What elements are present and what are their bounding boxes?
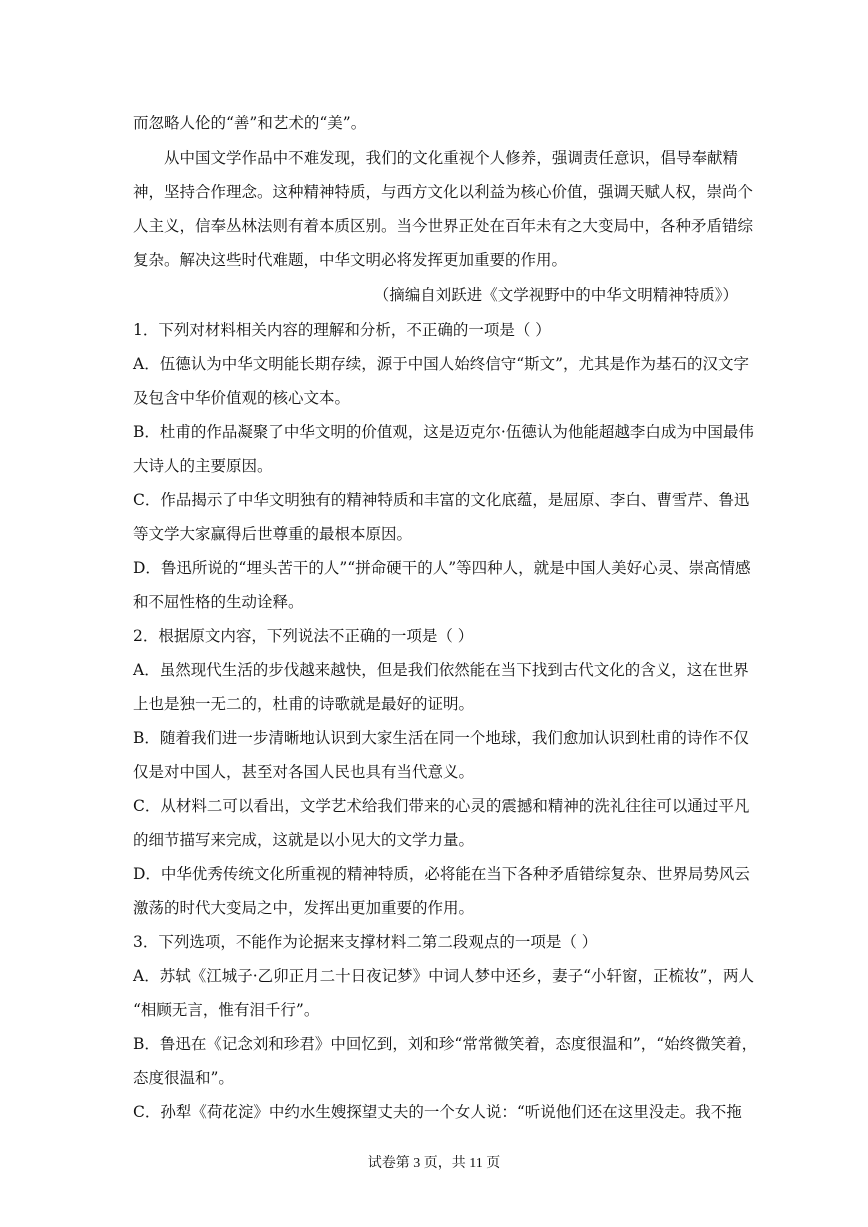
- passage-line: 复杂。解决这些时代难题，中华文明必将发挥更加重要的作用。: [133, 251, 568, 269]
- passage-line: 而忽略人伦的“善”和艺术的“美”。: [133, 114, 367, 132]
- option-line: 大诗人的主要原因。: [133, 457, 273, 475]
- option-line: “相顾无言，惟有泪千行”。: [133, 1001, 320, 1019]
- passage-line: 人主义，信奉丛林法则有着本质区别。当今世界正处在百年未有之大变局中，各种矛盾错综: [133, 217, 754, 235]
- option-line: D．中华优秀传统文化所重视的精神特质，必将能在当下各种矛盾错综复杂、世界局势风云: [133, 865, 750, 883]
- option-line: 等文学大家赢得后世尊重的最根本原因。: [133, 525, 413, 543]
- question-stem: 2．根据原文内容，下列说法不正确的一项是（ ）: [133, 627, 474, 645]
- option-line: B．鲁迅在《记念刘和珍君》中回忆到，刘和珍“常常微笑着，态度很温和”，“始终微笑着，: [133, 1035, 758, 1053]
- passage-line: 从中国文学作品中不难发现，我们的文化重视个人修养，强调责任意识，倡导奉献精: [164, 149, 738, 167]
- option-line: 的细节描写来完成，这就是以小见大的文学力量。: [133, 831, 475, 849]
- option-line: C．从材料二可以看出，文学艺术给我们带来的心灵的震撼和精神的洗礼往往可以通过平凡: [133, 797, 750, 815]
- page-footer: 试卷第 3 页，共 11 页: [367, 1156, 501, 1171]
- option-line: C．作品揭示了中华文明独有的精神特质和丰富的文化底蕴，是屈原、李白、曹雪芹、鲁迅: [133, 491, 750, 509]
- option-line: 及包含中华价值观的核心文本。: [133, 389, 351, 407]
- option-line: C．孙犁《荷花淀》中约水生嫂探望丈夫的一个女人说：“听说他们还在这里没走。我不拖: [133, 1103, 742, 1121]
- option-line: 态度很温和”。: [133, 1069, 234, 1087]
- option-line: A．苏轼《江城子·乙卯正月二十日夜记梦》中词人梦中还乡，妻子“小轩窗，正梳妆”，两人: [133, 967, 754, 985]
- option-line: 上也是独一无二的，杜甫的诗歌就是最好的证明。: [133, 695, 475, 713]
- question-stem: 1．下列对材料相关内容的理解和分析，不正确的一项是（ ）: [133, 321, 551, 339]
- question-stem: 3．下列选项，不能作为论据来支撑材料二第二段观点的一项是（ ）: [133, 933, 598, 951]
- option-line: A．虽然现代生活的步伐越来越快，但是我们依然能在当下找到古代文化的含义，这在世界: [133, 661, 749, 679]
- option-line: 仅是对中国人，甚至对各国人民也具有当代意义。: [133, 763, 475, 781]
- option-line: B．随着我们进一步清晰地认识到大家生活在同一个地球，我们愈加认识到杜甫的诗作不仅: [133, 729, 749, 747]
- option-line: B．杜甫的作品凝聚了中华文明的价值观，这是迈克尔·伍德认为他能超越李白成为中国最伟: [133, 423, 754, 441]
- option-line: 激荡的时代大变局之中，发挥出更加重要的作用。: [133, 899, 475, 917]
- passage-source: （摘编自刘跃进《文学视野中的中华文明精神特质》）: [373, 286, 738, 304]
- option-line: A．伍德认为中华文明能长期存续，源于中国人始终信守“斯文”，尤其是作为基石的汉文字: [133, 355, 750, 373]
- option-line: D．鲁迅所说的“埋头苦干的人”“拼命硬干的人”等四种人，就是中国人美好心灵、崇高情感: [133, 559, 751, 577]
- passage-line: 神，坚持合作理念。这种精神特质，与西方文化以利益为核心价值，强调天赋人权，崇尚个: [133, 183, 754, 201]
- option-line: 和不屈性格的生动诠释。: [133, 593, 304, 611]
